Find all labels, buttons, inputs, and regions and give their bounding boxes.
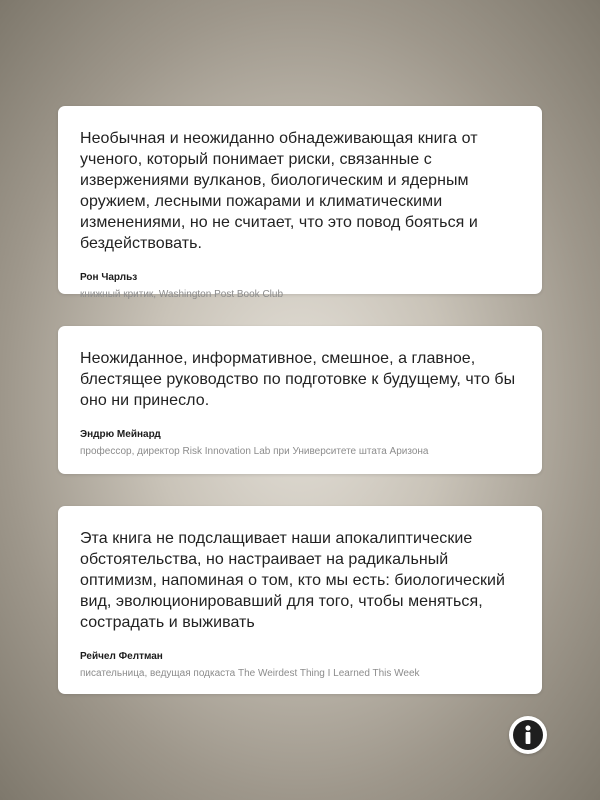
- review-quote: Неожиданное, информативное, смешное, а главное, блестящее руководство по подготовке к будущему, что бы оно ни принесло.: [80, 350, 516, 409]
- review-card: [58, 326, 542, 474]
- review-author: Рейчел Фелтман: [80, 651, 163, 662]
- review-quote: Эта книга не подслащивает наши апокалиптические обстоятельства, но настраивает на радикальный оптимизм, напоминая о том, кто мы есть: биологический вид, эволюционировавший для того, чтобы меняться, сострадать и выживать: [80, 530, 506, 631]
- review-author: Рон Чарльз: [80, 272, 138, 283]
- review-quote: Необычная и неожиданно обнадеживающая книга от ученого, который понимает риски, связанные с извержениями вулканов, биологическим и ядерным оружием, лесными пожарами и климатическими изменениями, но не считает, что это повод бояться и бездействовать.: [80, 130, 478, 252]
- review-card: [58, 106, 542, 300]
- review-card: [58, 506, 542, 694]
- info-button[interactable]: [509, 716, 547, 754]
- review-author-role: книжный критик, Washington Post Book Club: [80, 289, 284, 300]
- info-icon: [513, 720, 543, 750]
- review-author-role: профессор, директор Risk Innovation Lab при Университете штата Аризона: [80, 446, 429, 457]
- review-author-role: писательница, ведущая подкаста The Weirdest Thing I Learned This Week: [80, 668, 420, 679]
- review-author: Эндрю Мейнард: [80, 429, 161, 440]
